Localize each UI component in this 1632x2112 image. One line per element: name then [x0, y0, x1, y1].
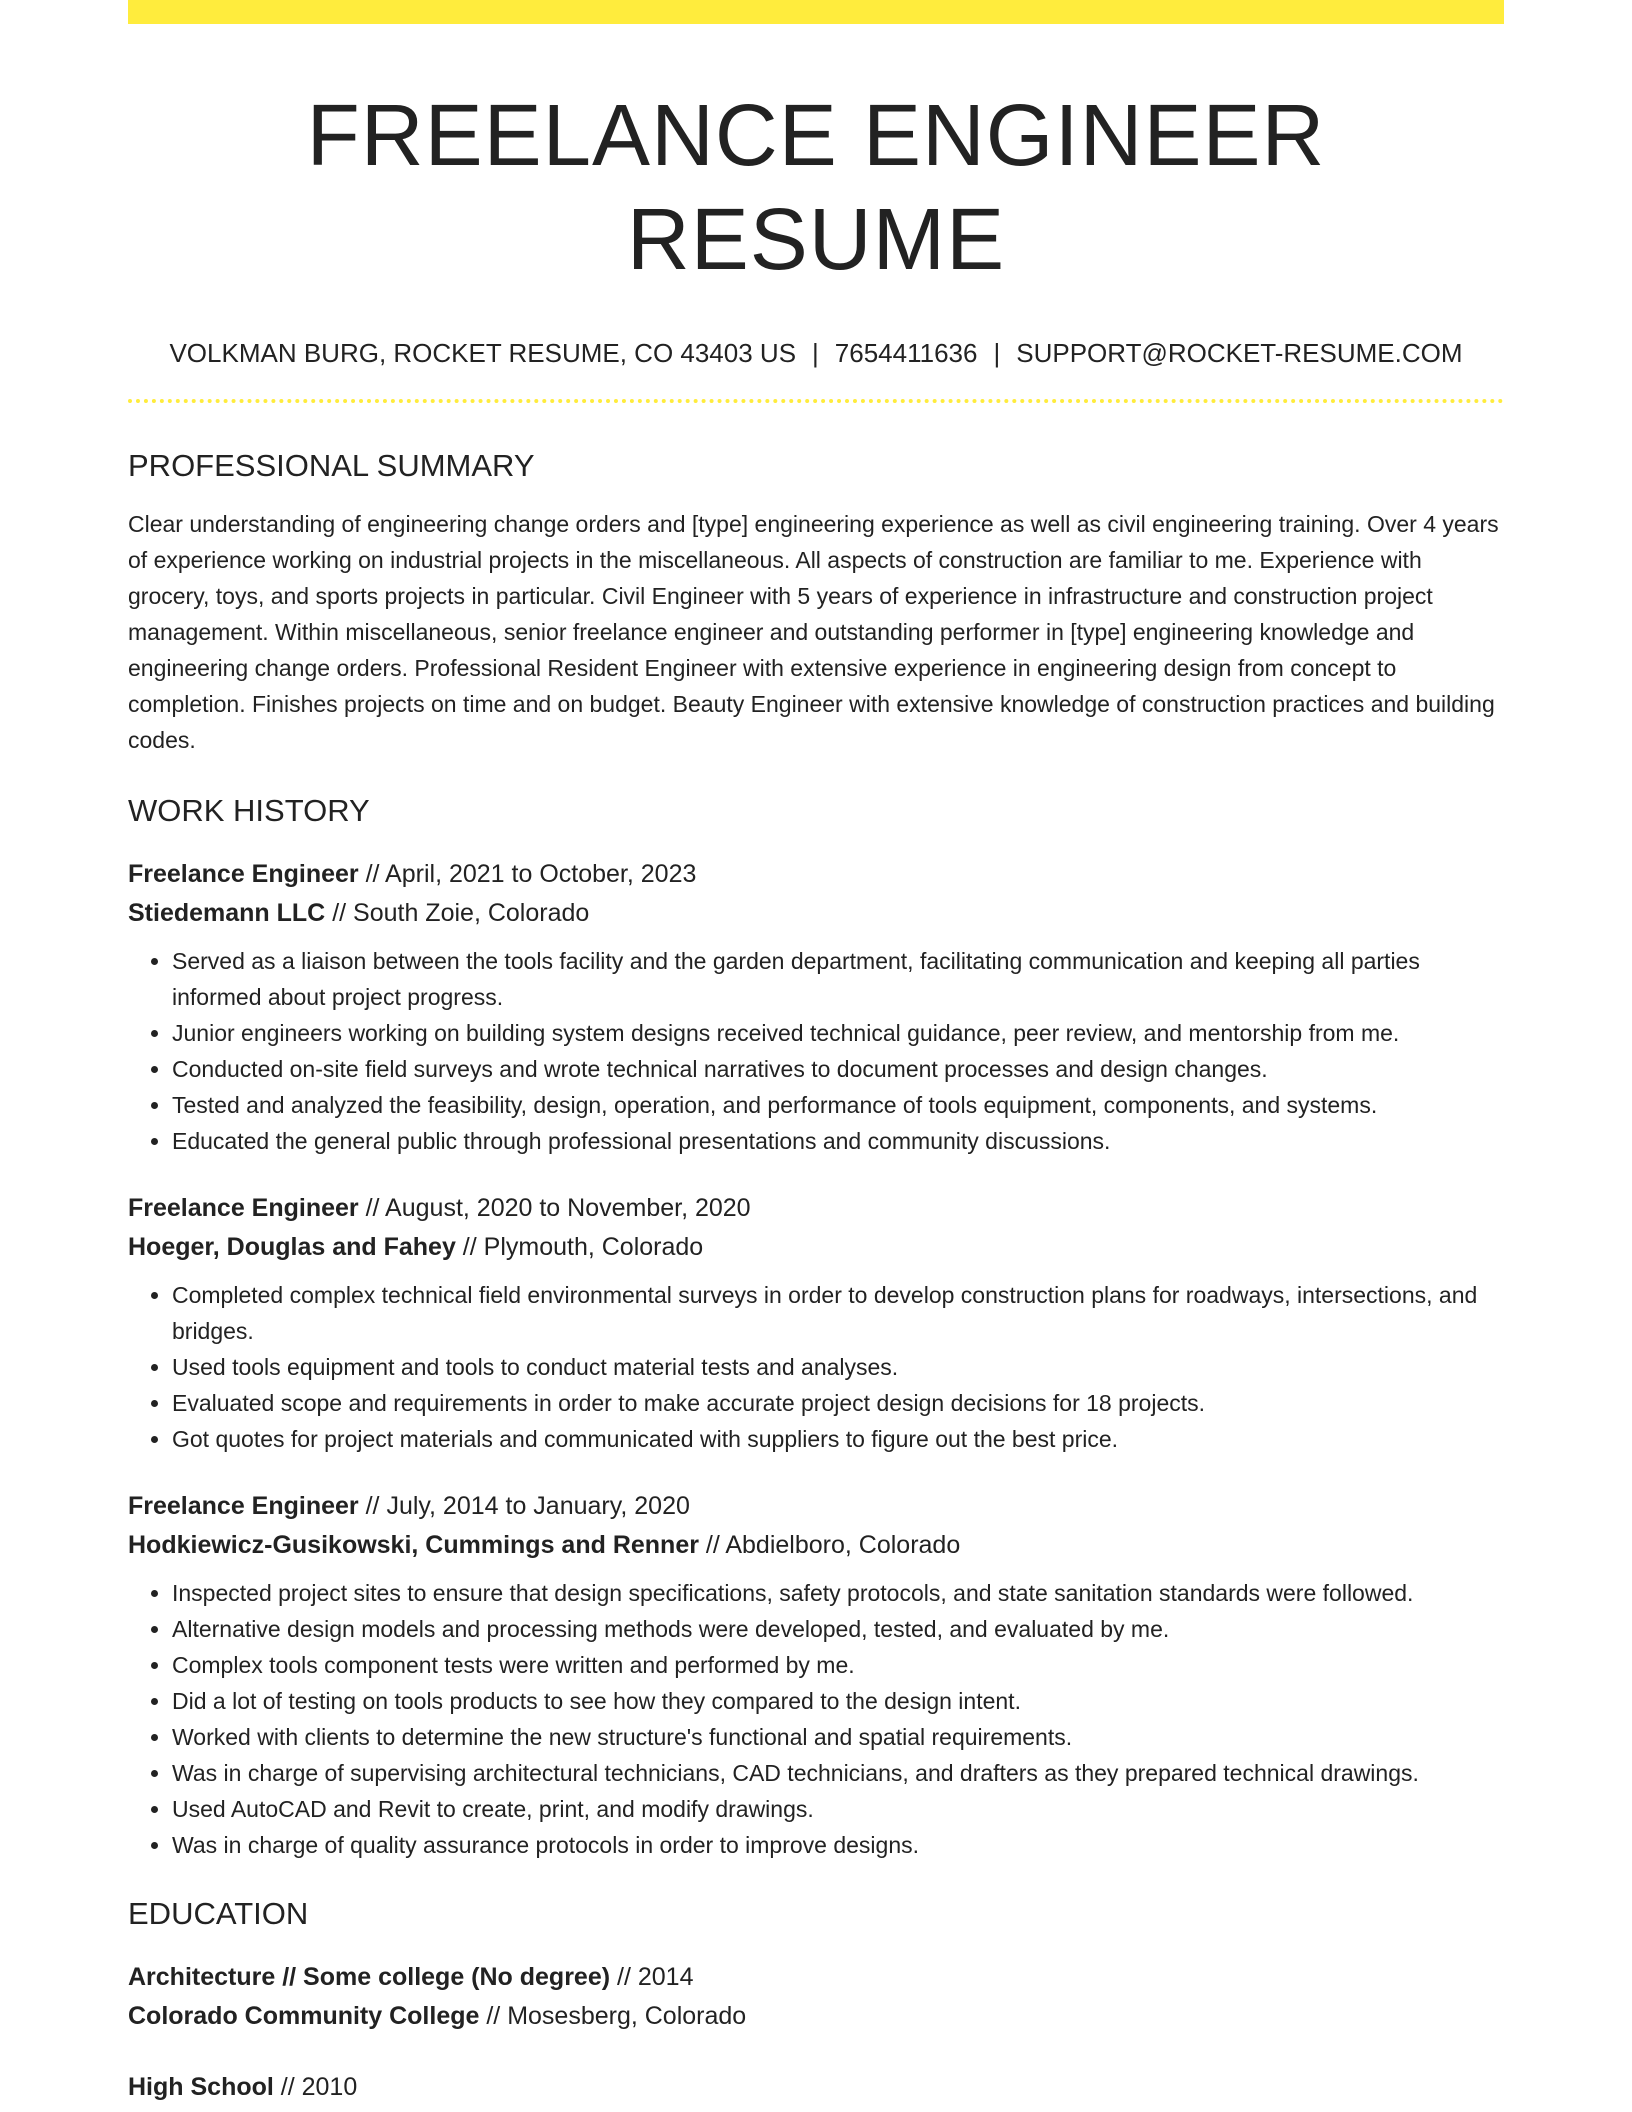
job-title-line	[128, 855, 1504, 894]
education-entry	[128, 1958, 1504, 2036]
job-dates: // August, 2020 to November, 2020	[358, 1193, 751, 1222]
job-location: // Plymouth, Colorado	[455, 1232, 704, 1261]
job-title-line	[128, 1487, 1504, 1526]
education-year: // 2010	[273, 2073, 358, 2102]
job-company-line	[128, 1228, 1504, 1267]
job-entry	[128, 1487, 1504, 1863]
job-company: Hodkiewicz-Gusikowski, Cummings and Renner	[128, 1530, 699, 1559]
summary-heading: PROFESSIONAL SUMMARY	[128, 447, 535, 483]
job-bullet: • Conducted on-site field surveys and wrote technical narratives to document processes and design changes.	[172, 1051, 1504, 1087]
job-bullet: • Worked with clients to determine the new structure's functional and spatial requirements.	[172, 1719, 1504, 1755]
job-dates: // April, 2021 to October, 2023	[358, 859, 697, 888]
job-bullet: • Junior engineers working on building system designs received technical guidance, peer review, and mentorship from me.	[172, 1015, 1504, 1051]
education-degree: High School	[128, 2073, 274, 2102]
job-company: Hoeger, Douglas and Fahey	[128, 1232, 456, 1261]
job-bullet: • Alternative design models and processing methods were developed, tested, and evaluated by me.	[172, 1611, 1504, 1647]
contact-line	[128, 337, 1504, 371]
job-bullet: • Used AutoCAD and Revit to create, print, and modify drawings.	[172, 1791, 1504, 1827]
accent-top-bar	[128, 0, 1504, 24]
job-bullet: • Inspected project sites to ensure that design specifications, safety protocols, and state sanitation standards were followed.	[172, 1575, 1504, 1611]
contact-separator: |	[993, 337, 1001, 368]
contact-email: SUPPORT@ROCKET-RESUME.COM	[1016, 337, 1463, 368]
education-school: Colorado Community College	[128, 2002, 480, 2031]
education-degree-line	[128, 2068, 1504, 2107]
job-title-line	[128, 1189, 1504, 1228]
education-degree: Architecture // Some college (No degree)	[128, 1963, 611, 1992]
job-title: Freelance Engineer	[128, 859, 359, 888]
education-school-line	[128, 1997, 1504, 2036]
job-dates: // July, 2014 to January, 2020	[358, 1491, 690, 1520]
job-company: Stiedemann LLC	[128, 898, 326, 927]
education-year: // 2014	[610, 1963, 694, 1992]
job-bullet: • Used tools equipment and tools to conduct material tests and analyses.	[172, 1349, 1504, 1385]
job-bullet: • Completed complex technical field environmental surveys in order to develop construction plans for roadways, intersections, and bridges.	[172, 1277, 1504, 1349]
contact-address: VOLKMAN BURG, ROCKET RESUME, CO 43403 US	[169, 337, 797, 368]
job-bullet: • Got quotes for project materials and communicated with suppliers to figure out the best price.	[172, 1421, 1504, 1457]
job-company-line	[128, 894, 1504, 933]
job-bullet: • Complex tools component tests were written and performed by me.	[172, 1647, 1504, 1683]
summary-text: Clear understanding of engineering change orders and [type] engineering experience as well as civil engineering training. Over 4 years of experience working on industrial projects in the miscellaneous. All aspects of construction are familiar to me. Experience with grocery, toys, and sports projects in particular. Civil Engineer with 5 years of experience in infrastructure and construction project management. Within miscellaneous, senior freelance engineer and outstanding performer in [type] engineering knowledge and engineering change orders. Professional Resident Engineer with extensive experience in engineering design from concept to completion. Finishes projects on time and on budget. Beauty Engineer with extensive knowledge of construction practices and building codes.	[128, 510, 1499, 753]
education-entry	[128, 2068, 1504, 2107]
resume-title: FREELANCE ENGINEER RESUME	[306, 87, 1326, 289]
job-bullet: • Evaluated scope and requirements in order to make accurate project design decisions for 18 projects.	[172, 1385, 1504, 1421]
job-location: // Abdielboro, Colorado	[698, 1530, 961, 1559]
job-bullets	[128, 1277, 1504, 1457]
job-bullet: • Educated the general public through professional presentations and community discussions.	[172, 1123, 1504, 1159]
education-degree-line	[128, 1958, 1504, 1997]
education-heading: EDUCATION	[128, 1895, 309, 1931]
job-location: // South Zoie, Colorado	[325, 898, 590, 927]
job-entry	[128, 1189, 1504, 1457]
job-bullet: • Was in charge of supervising architectural technicians, CAD technicians, and drafters as they prepared technical drawings.	[172, 1755, 1504, 1791]
job-entry	[128, 855, 1504, 1159]
job-company-line	[128, 1526, 1504, 1565]
education-location: // Mosesberg, Colorado	[479, 2002, 747, 2031]
resume-page	[128, 0, 1504, 2107]
job-title: Freelance Engineer	[128, 1193, 359, 1222]
job-bullets	[128, 1575, 1504, 1863]
contact-separator: |	[812, 337, 819, 368]
contact-phone: 7654411636	[834, 337, 978, 368]
job-bullet: • Did a lot of testing on tools products to see how they compared to the design intent.	[172, 1683, 1504, 1719]
job-title: Freelance Engineer	[128, 1491, 359, 1520]
work-history-heading: WORK HISTORY	[128, 792, 370, 828]
job-bullet: • Was in charge of quality assurance protocols in order to improve designs.	[172, 1827, 1504, 1863]
job-bullets	[128, 943, 1504, 1159]
job-bullet: • Served as a liaison between the tools facility and the garden department, facilitating communication and keeping all parties informed about project progress.	[172, 943, 1504, 1015]
dotted-divider	[128, 399, 1504, 403]
job-bullet: • Tested and analyzed the feasibility, design, operation, and performance of tools equipment, components, and systems.	[172, 1087, 1504, 1123]
